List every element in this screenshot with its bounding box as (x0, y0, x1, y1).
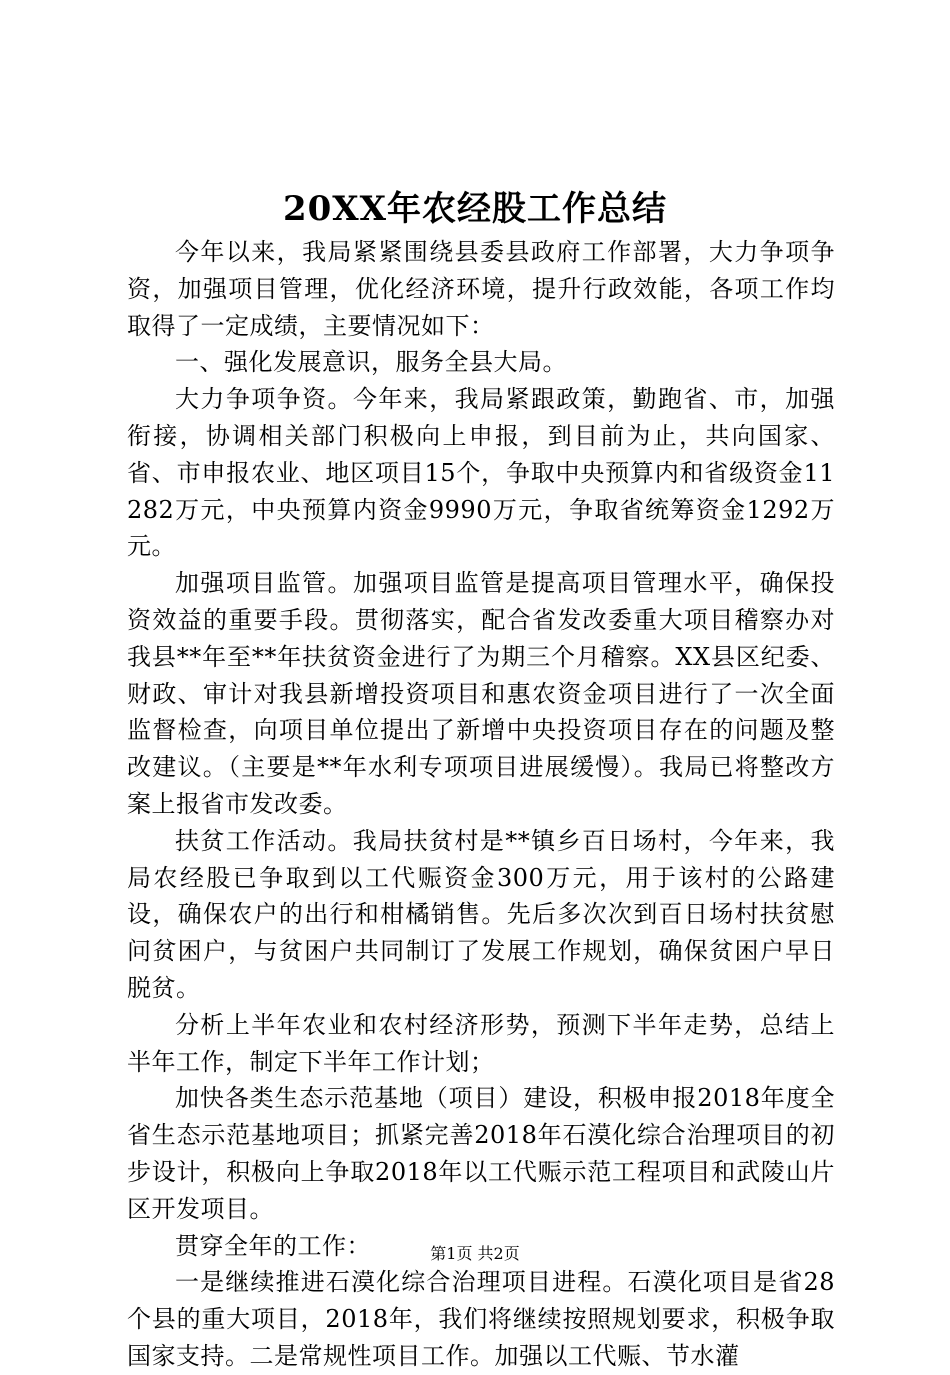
page-footer: 第1页 共2页 (430, 1244, 520, 1263)
paragraph-intro: 今年以来，我局紧紧围绕县委县政府工作部署，大力争项争资，加强项目管理，优化经济环境，提升行政效能，各项工作均取得了一定成绩，主要情况如下： (127, 238, 835, 340)
paragraph-ecology-bases: 加快各类生态示范基地（项目）建设，积极申报2018年度全省生态示范基地项目；抓紧完善2018年石漠化综合治理项目的初步设计，积极向上争取2018年以工代赈示范工程项目和武陵山片区开发项目。 (127, 1084, 835, 1223)
paragraph-funding: 大力争项争资。今年来，我局紧跟政策，勤跑省、市，加强衔接，协调相关部门积极向上申报，到目前为止，共向国家、省、市申报农业、地区项目15个，争取中央预算内和省级资金11282万元，中央预算内资金9990万元，争取省统筹资金1292万元。 (127, 385, 835, 561)
paragraph-analysis: 分析上半年农业和农村经济形势，预测下半年走势，总结上半年工作，制定下半年工作计划； (127, 1010, 835, 1076)
paragraph-poverty-relief: 扶贫工作活动。我局扶贫村是**镇乡百日场村，今年来，我局农经股已争取到以工代赈资金300万元，用于该村的公路建设，确保农户的出行和柑橘销售。先后多次次到百日场村扶贫慰问贫困户，与贫困户共同制订了发展工作规划，确保贫困户早日脱贫。 (127, 826, 835, 1002)
paragraph-section-heading: 一、强化发展意识，服务全县大局。 (175, 348, 567, 377)
document-title: 20XX年农经股工作总结 (282, 189, 668, 229)
document-body (127, 234, 835, 1375)
paragraph-yearlong-work: 一是继续推进石漠化综合治理项目进程。石漠化项目是省28个县的重大项目，2018年，我们将继续按照规划要求，积极争取国家支持。二是常规性项目工作。加强以工代赈、节水灌 (127, 1268, 835, 1370)
paragraph-supervision: 加强项目监管。加强项目监管是提高项目管理水平，确保投资效益的重要手段。贯彻落实，配合省发改委重大项目稽察办对我县**年至**年扶贫资金进行了为期三个月稽察。XX县区纪委、财政、审计对我县新增投资项目和惠农资金项目进行了一次全面监督检查，向项目单位提出了新增中央投资项目存在的问题及整改建议。（主要是**年水利专项项目进展缓慢）。我局已将整改方案上报省市发改委。 (127, 569, 835, 818)
paragraph-yearlong-heading: 贯穿全年的工作： (175, 1231, 371, 1260)
